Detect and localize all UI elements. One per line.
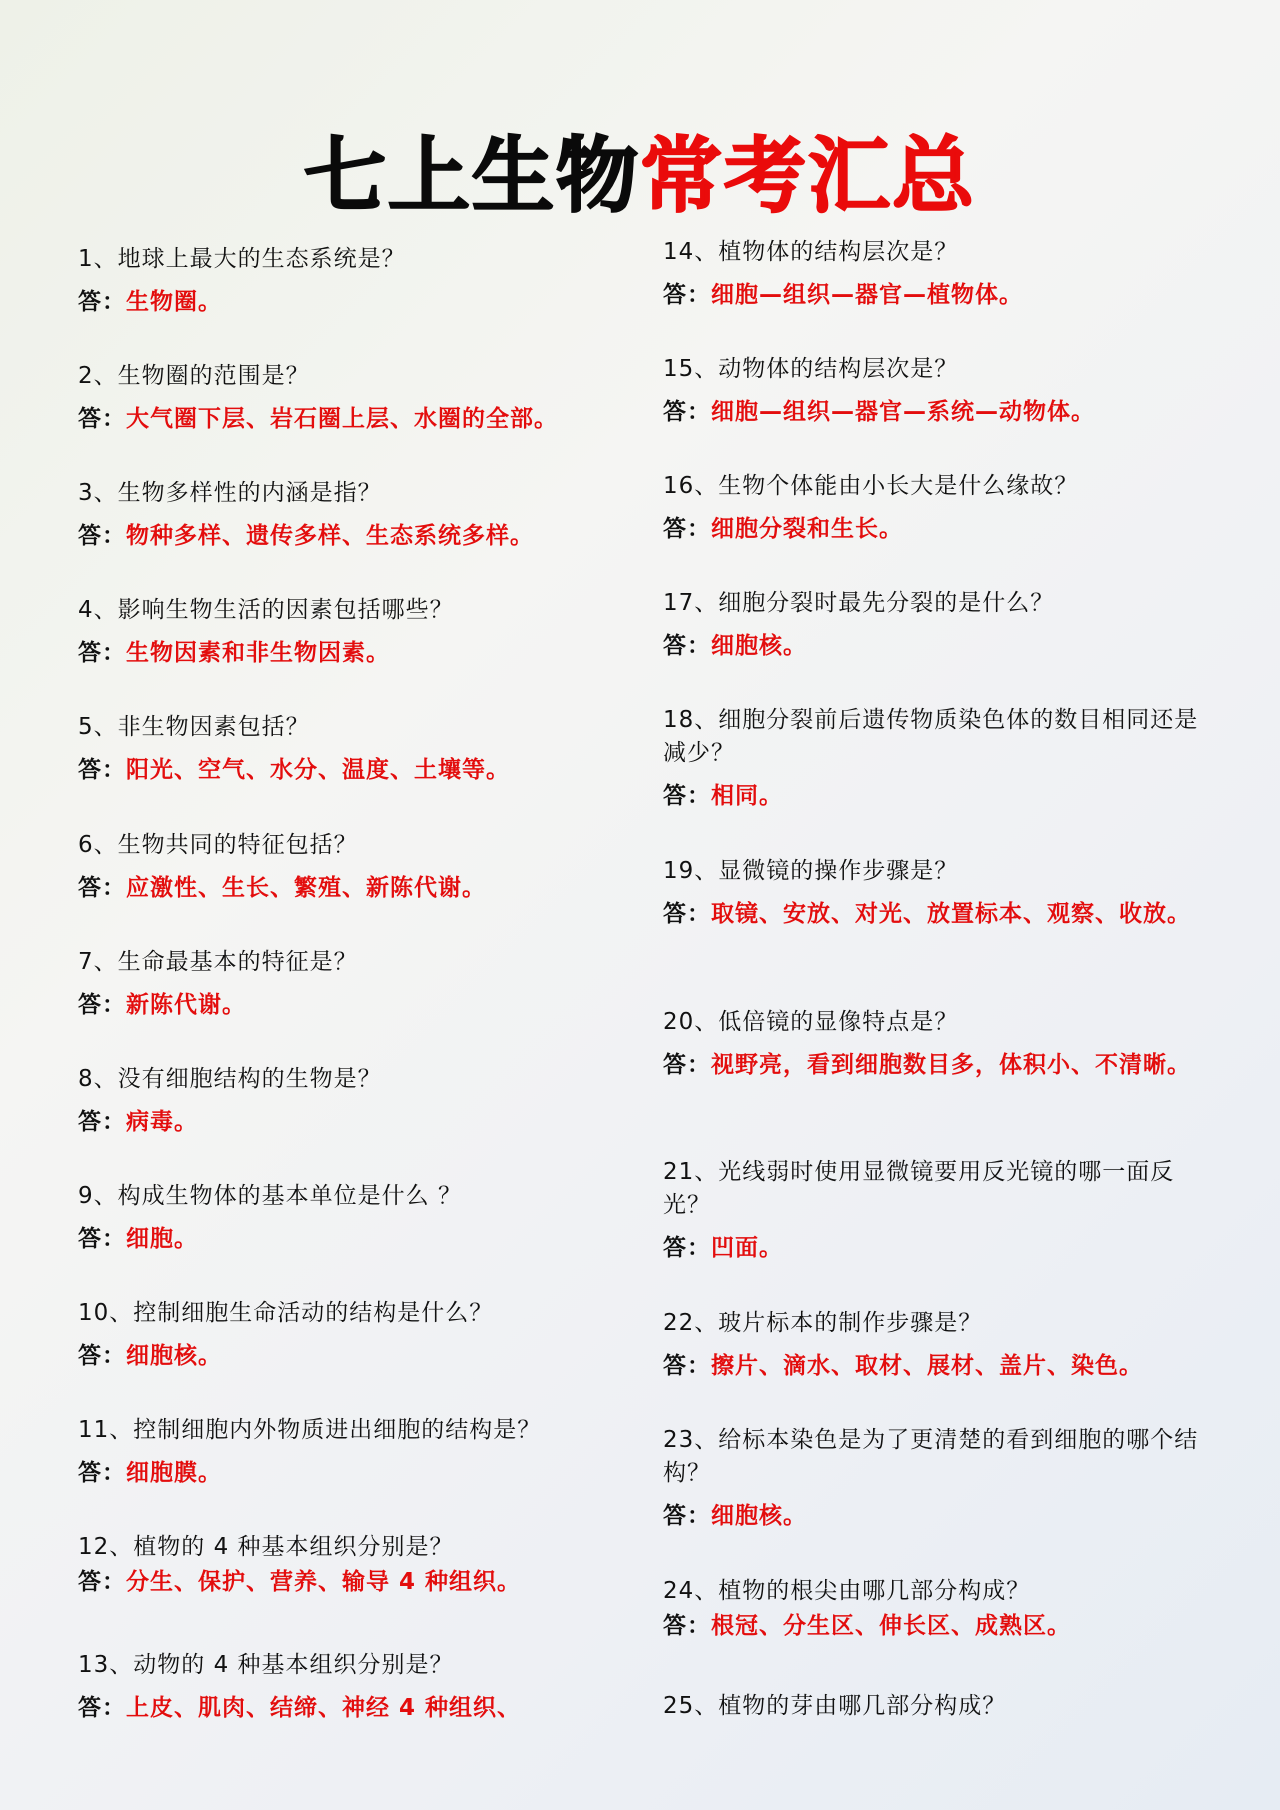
answer-text: 应激性、生长、繁殖、新陈代谢。 [126, 875, 486, 901]
qa-item [78, 1414, 618, 1490]
answer-label: 答： [78, 523, 126, 549]
answer-text: 生物圈。 [126, 289, 222, 315]
answer-line [663, 1610, 1218, 1643]
question-text: 25、植物的芽由哪几部分构成？ [663, 1693, 1007, 1719]
question-text: 12、植物的 4 种基本组织分别是？ [78, 1534, 454, 1560]
page-title [0, 127, 1280, 224]
qa-item [663, 1156, 1218, 1265]
question-text: 16、生物个体能由小长大是什么缘故？ [663, 473, 1079, 499]
answer-label: 答： [663, 1613, 711, 1639]
question-text: 18、细胞分裂前后遗传物质染色体的数目相同还是减少？ [663, 707, 1199, 766]
answer-label: 答： [663, 783, 711, 809]
answer-label: 答： [663, 901, 711, 927]
answer-text: 细胞。 [126, 1226, 198, 1252]
qa-item [663, 587, 1218, 663]
answer-line [78, 1457, 618, 1490]
qa-item [663, 1006, 1218, 1082]
answer-line [78, 520, 618, 553]
answer-label: 答： [78, 1109, 126, 1135]
qa-item [663, 1575, 1218, 1643]
answer-label: 答： [663, 1052, 711, 1078]
answer-label: 答： [78, 1569, 126, 1595]
qa-item [78, 1180, 618, 1256]
qa-item [78, 946, 618, 1022]
answer-label: 答： [78, 289, 126, 315]
answer-label: 答： [78, 1343, 126, 1369]
answer-label: 答： [78, 1460, 126, 1486]
answer-text: 病毒。 [126, 1109, 198, 1135]
qa-item [78, 360, 618, 436]
answer-line [78, 1106, 618, 1139]
qa-item [78, 1297, 618, 1373]
qa-item [78, 829, 618, 905]
answer-line [663, 898, 1218, 931]
answer-label: 答： [78, 992, 126, 1018]
answer-label: 答： [663, 282, 711, 308]
answer-label: 答： [78, 406, 126, 432]
answer-text: 生物因素和非生物因素。 [126, 640, 390, 666]
qa-item [663, 353, 1218, 429]
answer-text: 凹面。 [711, 1235, 783, 1261]
answer-line [663, 630, 1218, 663]
qa-item [663, 855, 1218, 931]
question-text: 10、控制细胞生命活动的结构是什么？ [78, 1300, 494, 1326]
answer-line [663, 1350, 1218, 1383]
answer-label: 答： [78, 640, 126, 666]
answer-text: 根冠、分生区、伸长区、成熟区。 [711, 1613, 1071, 1639]
question-text: 21、光线弱时使用显微镜要用反光镜的哪一面反光？ [663, 1159, 1175, 1218]
title-red-part: 常考汇总 [640, 127, 977, 224]
answer-line [78, 1340, 618, 1373]
answer-label: 答： [78, 1695, 126, 1721]
answer-text: 细胞分裂和生长。 [711, 516, 903, 542]
answer-line [663, 780, 1218, 813]
answer-text: 上皮、肌肉、结缔、神经 4 种组织、 [126, 1695, 522, 1721]
question-text: 4、影响生物生活的因素包括哪些？ [78, 597, 454, 623]
qa-item [78, 711, 618, 787]
question-text: 20、低倍镜的显像特点是？ [663, 1009, 959, 1035]
question-text: 8、没有细胞结构的生物是？ [78, 1066, 382, 1092]
answer-text: 大气圈下层、岩石圈上层、水圈的全部。 [126, 406, 558, 432]
answer-text: 分生、保护、营养、输导 4 种组织。 [126, 1569, 522, 1595]
qa-item [78, 594, 618, 670]
question-text: 23、给标本染色是为了更清楚的看到细胞的哪个结构？ [663, 1427, 1199, 1486]
answer-line [78, 1566, 618, 1599]
question-text: 17、细胞分裂时最先分裂的是什么？ [663, 590, 1055, 616]
question-text: 5、非生物因素包括？ [78, 714, 310, 740]
answer-label: 答： [78, 1226, 126, 1252]
question-text: 6、生物共同的特征包括？ [78, 832, 358, 858]
qa-item [663, 236, 1218, 312]
answer-text: 取镜、安放、对光、放置标本、观察、收放。 [711, 901, 1191, 927]
answer-line [78, 1223, 618, 1256]
qa-item [78, 243, 618, 319]
qa-item [78, 1649, 618, 1725]
question-text: 11、控制细胞内外物质进出细胞的结构是？ [78, 1417, 542, 1443]
answer-line [78, 754, 618, 787]
answer-line [663, 396, 1218, 429]
question-text: 9、构成生物体的基本单位是什么 ？ [78, 1183, 462, 1209]
answer-text: 视野亮，看到细胞数目多，体积小、不清晰。 [711, 1052, 1191, 1078]
qa-item [663, 704, 1218, 813]
answer-text: 细胞膜。 [126, 1460, 222, 1486]
answer-text: 擦片、滴水、取材、展材、盖片、染色。 [711, 1353, 1143, 1379]
answer-text: 细胞核。 [711, 633, 807, 659]
answer-text: 相同。 [711, 783, 783, 809]
qa-item [663, 470, 1218, 546]
answer-line [663, 1500, 1218, 1533]
answer-line [78, 286, 618, 319]
question-text: 1、地球上最大的生态系统是？ [78, 246, 406, 272]
qa-item [78, 1531, 618, 1599]
answer-line [663, 1232, 1218, 1265]
question-text: 2、生物圈的范围是？ [78, 363, 310, 389]
answer-label: 答： [663, 1503, 711, 1529]
answer-label: 答： [78, 875, 126, 901]
question-text: 7、生命最基本的特征是？ [78, 949, 358, 975]
answer-label: 答： [663, 1353, 711, 1379]
qa-item [663, 1307, 1218, 1383]
question-text: 24、植物的根尖由哪几部分构成？ [663, 1578, 1031, 1604]
title-black-part: 七上生物 [303, 127, 640, 224]
answer-line [78, 872, 618, 905]
question-text: 13、动物的 4 种基本组织分别是？ [78, 1652, 454, 1678]
question-text: 19、显微镜的操作步骤是？ [663, 858, 959, 884]
answer-label: 答： [663, 516, 711, 542]
answer-text: 物种多样、遗传多样、生态系统多样。 [126, 523, 534, 549]
answer-label: 答： [78, 757, 126, 783]
qa-item [78, 477, 618, 553]
answer-label: 答： [663, 399, 711, 425]
answer-line [78, 1692, 618, 1725]
answer-line [663, 513, 1218, 546]
answer-line [78, 637, 618, 670]
answer-label: 答： [663, 633, 711, 659]
question-text: 3、生物多样性的内涵是指？ [78, 480, 382, 506]
answer-text: 细胞—组织—器官—植物体。 [711, 282, 1023, 308]
answer-line [78, 403, 618, 436]
qa-item [663, 1690, 1218, 1723]
answer-line [663, 279, 1218, 312]
answer-label: 答： [663, 1235, 711, 1261]
question-text: 15、动物体的结构层次是？ [663, 356, 959, 382]
qa-item [78, 1063, 618, 1139]
answer-line [663, 1049, 1218, 1082]
answer-line [78, 989, 618, 1022]
question-text: 22、玻片标本的制作步骤是？ [663, 1310, 983, 1336]
answer-text: 细胞核。 [126, 1343, 222, 1369]
question-text: 14、植物体的结构层次是？ [663, 239, 959, 265]
qa-item [663, 1424, 1218, 1533]
answer-text: 细胞核。 [711, 1503, 807, 1529]
answer-text: 新陈代谢。 [126, 992, 246, 1018]
answer-text: 细胞—组织—器官—系统—动物体。 [711, 399, 1095, 425]
answer-text: 阳光、空气、水分、温度、土壤等。 [126, 757, 510, 783]
